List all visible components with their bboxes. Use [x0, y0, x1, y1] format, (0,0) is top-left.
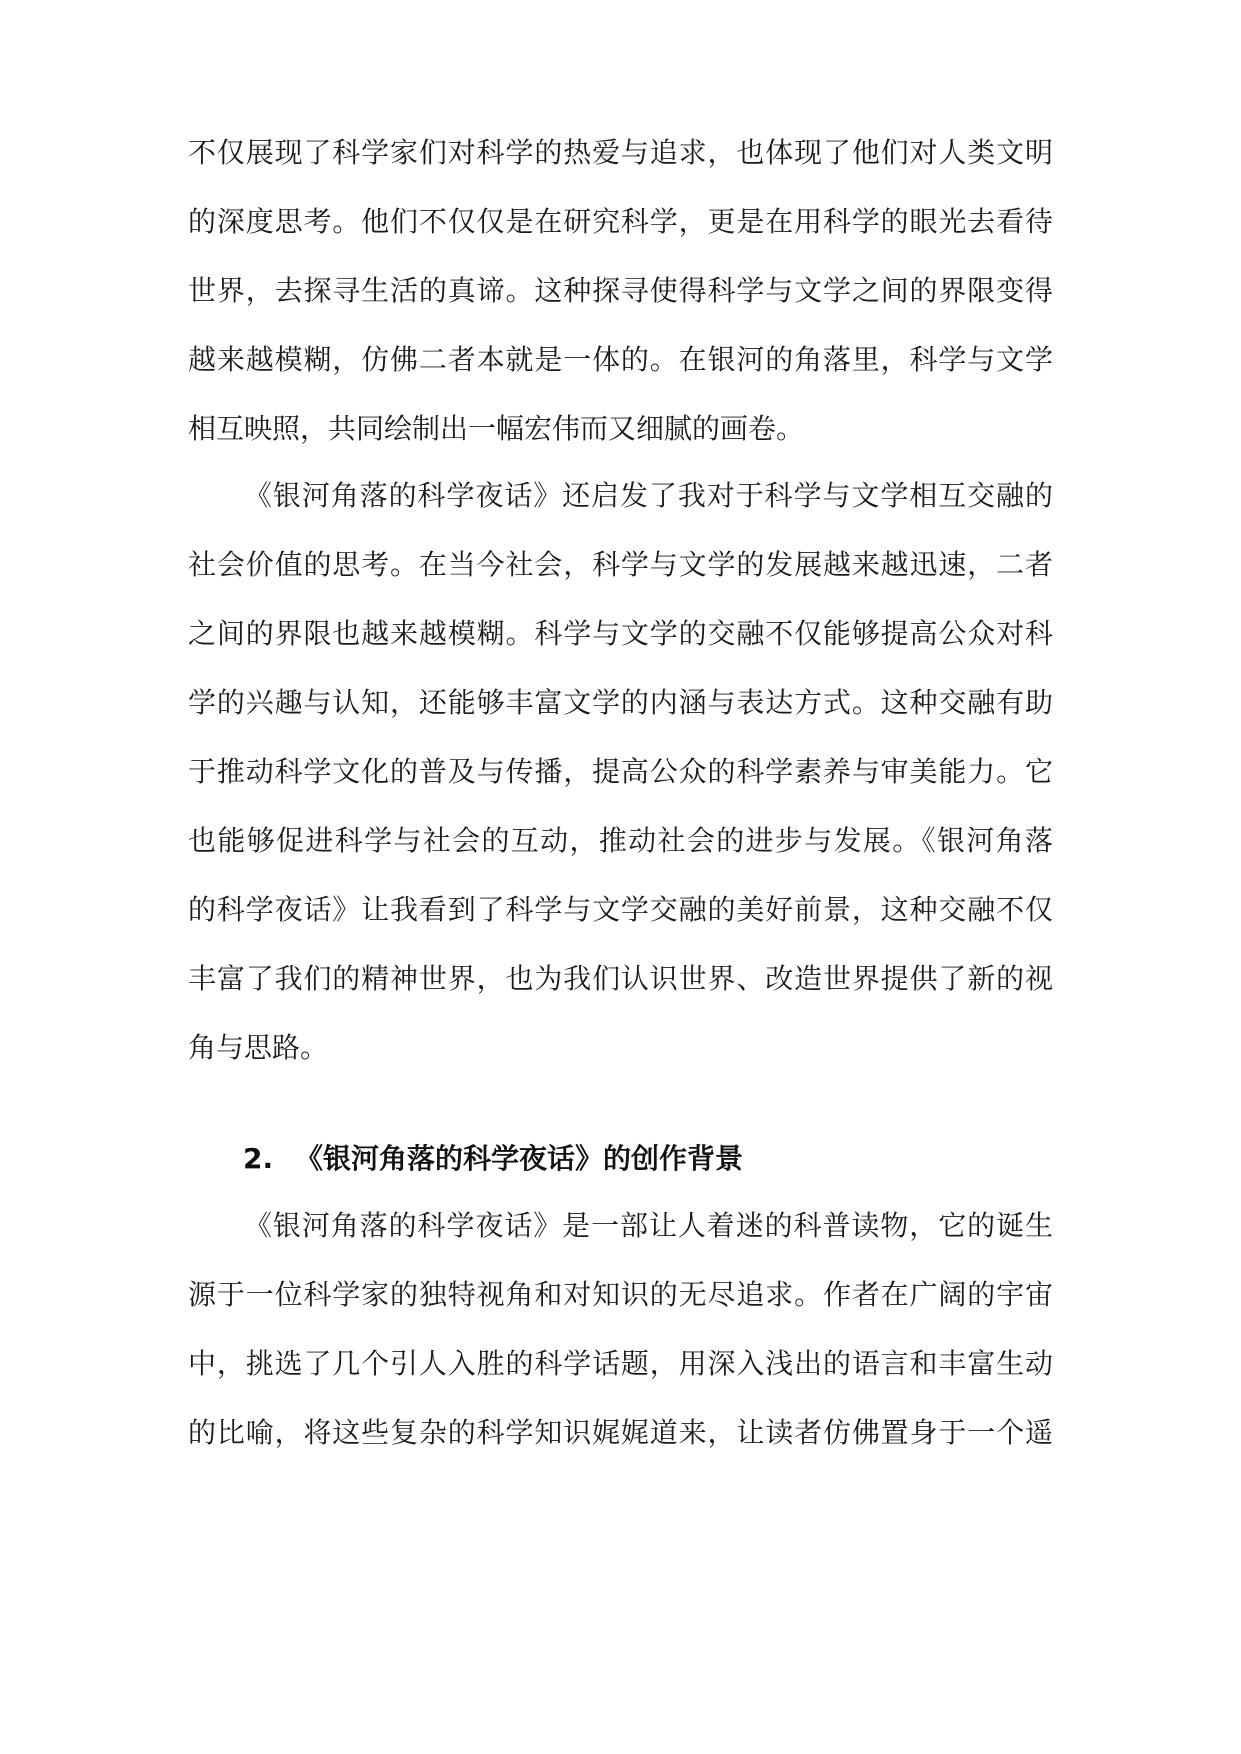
section-heading: [243, 1137, 743, 1181]
section-number: 2.: [243, 1142, 274, 1175]
paragraph-line: 学的兴趣与认知，还能够丰富文学的内涵与表达方式。这种交融有助: [188, 686, 1053, 719]
paragraph-line: 社会价值的思考。在当今社会，科学与文学的发展越来越迅速，二者: [188, 548, 1053, 581]
paragraph-line: 源于一位科学家的独特视角和对知识的无尽追求。作者在广阔的宇宙: [188, 1278, 1053, 1311]
paragraph-line: 角与思路。: [188, 1031, 329, 1064]
paragraph-line: 的科学夜话》让我看到了科学与文学交融的美好前景，这种交融不仅: [188, 893, 1053, 926]
section-title: 《银河角落的科学夜话》的创作背景: [295, 1142, 744, 1175]
paragraph-line: 之间的界限也越来越模糊。科学与文学的交融不仅能够提高公众对科: [188, 617, 1053, 650]
paragraph-line: 越来越模糊，仿佛二者本就是一体的。在银河的角落里，科学与文学: [188, 343, 1053, 376]
paragraph-line: 丰富了我们的精神世界，也为我们认识世界、改造世界提供了新的视: [188, 962, 1053, 995]
paragraph-line: 《银河角落的科学夜话》是一部让人着迷的科普读物，它的诞生: [244, 1209, 1053, 1242]
paragraph-line: 中，挑选了几个引人入胜的科学话题，用深入浅出的语言和丰富生动: [188, 1347, 1053, 1380]
paragraph-line: 于推动科学文化的普及与传播，提高公众的科学素养与审美能力。它: [188, 755, 1053, 788]
paragraph-line: 也能够促进科学与社会的互动，推动社会的进步与发展。《银河角落: [188, 824, 1053, 857]
paragraph-line: 相互映照，共同绘制出一幅宏伟而又细腻的画卷。: [188, 412, 805, 445]
paragraph-line: 世界，去探寻生活的真谛。这种探寻使得科学与文学之间的界限变得: [188, 274, 1053, 307]
paragraph-line: 的比喻，将这些复杂的科学知识娓娓道来，让读者仿佛置身于一个遥: [188, 1416, 1053, 1449]
paragraph-line: 的深度思考。他们不仅仅是在研究科学，更是在用科学的眼光去看待: [188, 205, 1053, 238]
paragraph-line: 《银河角落的科学夜话》还启发了我对于科学与文学相互交融的: [244, 479, 1053, 512]
paragraph-line: 不仅展现了科学家们对科学的热爱与追求，也体现了他们对人类文明: [188, 136, 1053, 169]
